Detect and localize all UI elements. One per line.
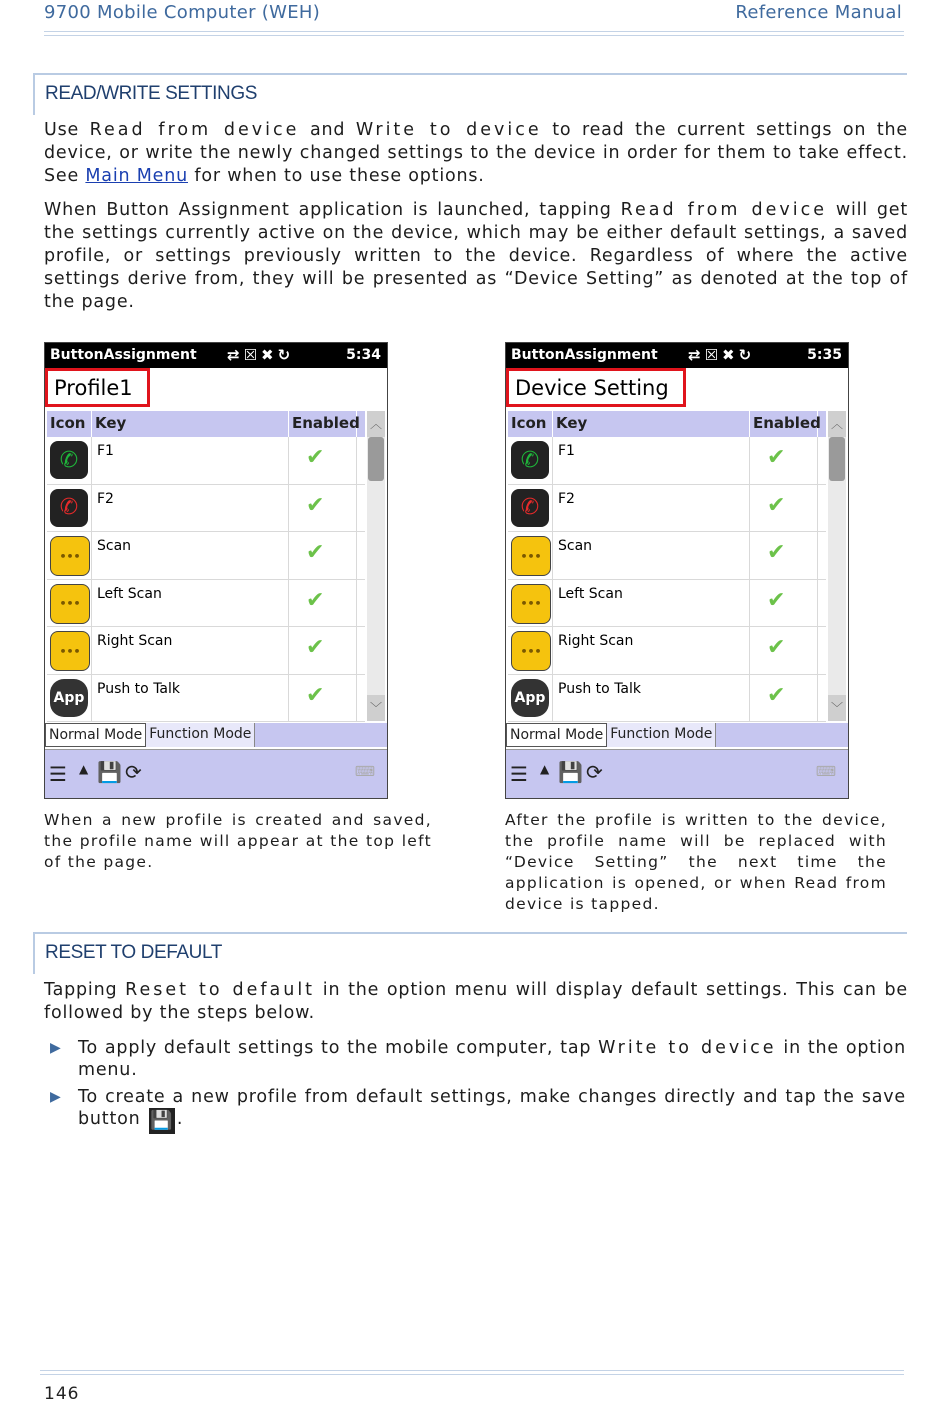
keyword: Read from device	[620, 200, 827, 220]
refresh-icon[interactable]: ⟳	[125, 760, 142, 784]
table-row[interactable]	[508, 532, 826, 580]
bullet-arrow-icon: ▶	[50, 1089, 62, 1105]
check-icon[interactable]: ✔	[767, 682, 786, 708]
tab-normal-mode[interactable]: Normal Mode	[506, 723, 607, 747]
check-icon[interactable]: ✔	[767, 540, 786, 565]
header-rule	[44, 31, 904, 36]
page-number: 146	[44, 1384, 80, 1404]
red-phone-icon: ✆	[50, 489, 88, 527]
button-grid	[47, 411, 365, 722]
red-phone-icon: ✆	[511, 489, 549, 527]
reset-text	[44, 979, 908, 1036]
check-icon[interactable]: ✔	[767, 635, 786, 660]
header-manual: Reference Manual	[735, 2, 902, 23]
green-phone-icon: ✆	[50, 441, 88, 479]
check-icon[interactable]: ✔	[306, 445, 325, 470]
text: To create a new profile from default settings, make changes directly and tap the save button	[78, 1087, 906, 1129]
col-key: Key	[553, 411, 750, 437]
title-bar	[506, 343, 848, 368]
keyword: Write to device	[355, 120, 542, 140]
bullet-item	[44, 1037, 906, 1081]
keyword: Write to device	[598, 1038, 777, 1058]
col-enabled: Enabled	[289, 411, 357, 437]
up-arrow-icon[interactable]: ▲	[79, 762, 89, 776]
footer-rule	[40, 1370, 904, 1375]
col-enabled: Enabled	[750, 411, 818, 437]
key-label: F2	[92, 485, 289, 532]
key-label: Left Scan	[92, 580, 289, 627]
section-title: RESET TO DEFAULT	[45, 942, 222, 963]
table-row[interactable]	[47, 485, 365, 533]
key-label: Right Scan	[553, 627, 750, 674]
scan-icon: •••	[511, 631, 551, 671]
table-row[interactable]	[508, 627, 826, 675]
clock: 5:34	[346, 347, 381, 363]
check-icon[interactable]: ✔	[767, 445, 786, 470]
screenshot-profile1	[44, 342, 388, 799]
title-bar	[45, 343, 387, 368]
table-row[interactable]	[47, 580, 365, 628]
green-phone-icon: ✆	[511, 441, 549, 479]
clock: 5:35	[807, 347, 842, 363]
paragraph	[44, 979, 908, 1025]
key-label: Push to Talk	[553, 675, 750, 722]
section-read-write	[33, 73, 907, 115]
table-row[interactable]	[508, 580, 826, 628]
scan-icon: •••	[50, 536, 90, 576]
tab-function-mode[interactable]: Function Mode	[146, 723, 255, 747]
check-icon[interactable]: ✔	[306, 682, 325, 708]
text: in the option menu will display default settings. This can be followed by the steps below.	[44, 980, 908, 1023]
key-label: Scan	[553, 532, 750, 579]
scrollbar[interactable]	[828, 411, 846, 721]
keyword: Read from device	[89, 120, 300, 140]
bottom-toolbar	[506, 749, 848, 799]
scroll-up-icon[interactable]: ︿	[828, 411, 846, 437]
bullet-item	[44, 1086, 906, 1134]
up-arrow-icon[interactable]: ▲	[540, 762, 550, 776]
table-row[interactable]	[508, 675, 826, 723]
paragraph	[44, 119, 908, 188]
menu-icon[interactable]: ☰	[49, 762, 67, 786]
save-icon: 💾	[149, 1108, 175, 1134]
mode-tabs	[506, 723, 848, 747]
text: and	[299, 120, 356, 140]
menu-icon[interactable]: ☰	[510, 762, 528, 786]
table-row[interactable]	[47, 627, 365, 675]
scroll-down-icon[interactable]: ﹀	[367, 695, 385, 721]
keyword: Reset to default	[125, 980, 316, 1000]
profile-name: Device Setting	[506, 368, 686, 407]
scan-icon: •••	[511, 584, 551, 624]
tab-normal-mode[interactable]: Normal Mode	[45, 723, 146, 747]
check-icon[interactable]: ✔	[767, 492, 786, 518]
text: Tapping	[44, 980, 126, 1000]
read-write-text	[44, 119, 908, 325]
scan-icon: •••	[511, 536, 551, 576]
check-icon[interactable]: ✔	[306, 635, 325, 660]
text: To apply default settings to the mobile computer, tap	[78, 1038, 599, 1058]
scan-icon: •••	[50, 631, 90, 671]
bullet-arrow-icon: ▶	[50, 1040, 62, 1056]
scrollbar[interactable]	[367, 411, 385, 721]
profile-name: Profile1	[45, 368, 150, 407]
app-icon: App	[511, 679, 549, 717]
text: to read the current settings on the device, or write the newly changed settings to the device in order for them to take effect. See	[44, 120, 908, 186]
status-icons: ⇄☒✖↻	[688, 346, 756, 364]
check-icon[interactable]: ✔	[306, 540, 325, 565]
text: When Button Assignment application is launched, tapping	[44, 200, 621, 220]
key-label: Push to Talk	[92, 675, 289, 722]
check-icon[interactable]: ✔	[306, 587, 325, 613]
caption-left: When a new profile is created and saved, the profile name will appear at the top left of the page.	[44, 811, 432, 871]
paragraph	[44, 199, 908, 314]
keyboard-icon[interactable]: ⌨	[354, 764, 375, 780]
refresh-icon[interactable]: ⟳	[586, 760, 603, 784]
app-icon: App	[50, 679, 88, 717]
header-title: 9700 Mobile Computer (WEH)	[44, 2, 321, 23]
mode-tabs	[45, 723, 387, 747]
main-menu-link[interactable]: Main Menu	[85, 166, 188, 186]
screenshot-device-setting	[505, 342, 849, 799]
save-icon[interactable]: 💾	[558, 760, 583, 784]
key-label: Right Scan	[92, 627, 289, 674]
text: Use	[44, 120, 90, 140]
key-label: Left Scan	[553, 580, 750, 627]
app-title: ButtonAssignment	[511, 347, 658, 363]
table-row[interactable]	[508, 485, 826, 533]
scroll-up-icon[interactable]: ︿	[367, 411, 385, 437]
app-title: ButtonAssignment	[50, 347, 197, 363]
text: will get the settings currently active on the device, which may be either default settings, a saved profile, or settings previously written to the device. Regardless of where the active settings derive from, they will be presented as “Device Setting” as denoted at the top of the page.	[44, 200, 908, 312]
scan-icon: •••	[50, 584, 90, 624]
table-row[interactable]	[47, 437, 365, 485]
key-label: F1	[92, 437, 289, 484]
check-icon[interactable]: ✔	[767, 587, 786, 613]
col-icon: Icon	[47, 411, 92, 437]
text: for when to use these options.	[188, 166, 485, 186]
keyboard-icon[interactable]: ⌨	[815, 764, 836, 780]
section-reset	[33, 932, 907, 974]
grid-header	[47, 411, 365, 437]
col-key: Key	[92, 411, 289, 437]
caption-right: After the profile is written to the device, the profile name will be replaced with “Device Setting” the next time the application is opened, or when Read from device is tapped.	[505, 811, 887, 913]
button-grid	[508, 411, 826, 722]
key-label: F1	[553, 437, 750, 484]
table-row[interactable]	[47, 532, 365, 580]
scroll-down-icon[interactable]: ﹀	[828, 695, 846, 721]
check-icon[interactable]: ✔	[306, 492, 325, 518]
save-icon[interactable]: 💾	[97, 760, 122, 784]
scroll-thumb[interactable]	[829, 437, 845, 481]
table-row[interactable]	[47, 675, 365, 723]
section-title: READ/WRITE SETTINGS	[45, 83, 257, 104]
key-label: Scan	[92, 532, 289, 579]
text: .	[176, 1109, 184, 1129]
grid-header	[508, 411, 826, 437]
text: in the option menu.	[78, 1038, 906, 1080]
col-icon: Icon	[508, 411, 553, 437]
bottom-toolbar	[45, 749, 387, 799]
status-icons: ⇄☒✖↻	[227, 346, 295, 364]
scroll-thumb[interactable]	[368, 437, 384, 481]
tab-function-mode[interactable]: Function Mode	[607, 723, 716, 747]
key-label: F2	[553, 485, 750, 532]
table-row[interactable]	[508, 437, 826, 485]
